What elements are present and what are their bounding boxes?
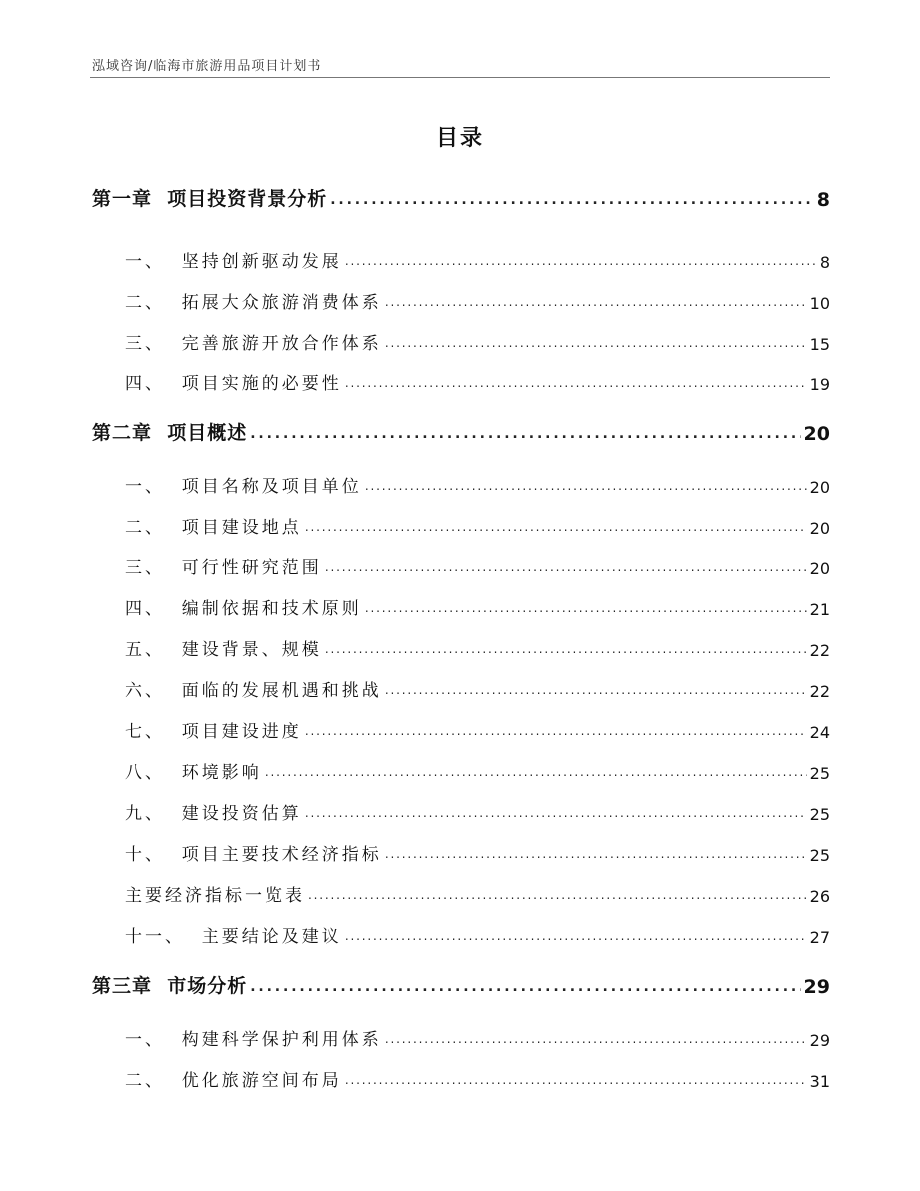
header-divider	[90, 77, 830, 78]
toc-entry-label: 一、 坚持创新驱动发展	[125, 252, 342, 272]
toc-entry-label: 二、 优化旅游空间布局	[125, 1071, 342, 1091]
toc-entry-page: 20	[803, 423, 830, 445]
toc-entry-page: 27	[809, 928, 830, 947]
toc-entry-section[interactable]	[92, 796, 830, 824]
dot-leader	[265, 766, 807, 778]
toc-entry-label: 第三章 市场分析	[92, 975, 248, 997]
toc-entry-label: 四、 项目实施的必要性	[125, 374, 342, 394]
toc-entry-section[interactable]	[92, 1022, 830, 1050]
toc-entry-section[interactable]	[92, 326, 830, 354]
toc-entry-section[interactable]	[92, 550, 830, 578]
toc-entry-chapter[interactable]	[92, 417, 830, 445]
toc-entry-label: 十一、 主要结论及建议	[125, 927, 342, 947]
toc-entry-label: 三、 完善旅游开放合作体系	[125, 334, 382, 354]
dot-leader	[250, 980, 800, 994]
toc-entry-page: 10	[809, 294, 830, 313]
toc-entry-label: 二、 拓展大众旅游消费体系	[125, 293, 382, 313]
toc-entry-page: 25	[809, 805, 830, 824]
toc-entry-label: 十、 项目主要技术经济指标	[125, 845, 382, 865]
running-header: 泓域咨询/临海市旅游用品项目计划书	[92, 59, 322, 74]
toc-entry-page: 20	[809, 559, 830, 578]
toc-entry-section[interactable]	[92, 285, 830, 313]
toc-entry-section[interactable]	[92, 591, 830, 619]
toc-entry-label: 五、 建设背景、规模	[125, 640, 322, 660]
toc-entry-page: 22	[809, 682, 830, 701]
toc-entry-section[interactable]	[92, 632, 830, 660]
toc-entry-label: 七、 项目建设进度	[125, 722, 302, 742]
dot-leader	[365, 480, 807, 492]
dot-leader	[385, 296, 807, 308]
toc-entry-page: 29	[809, 1031, 830, 1050]
toc-entry-section[interactable]	[92, 510, 830, 538]
toc-entry-section[interactable]	[92, 919, 830, 947]
dot-leader	[345, 930, 807, 942]
dot-leader	[385, 848, 807, 860]
toc-entry-label: 第二章 项目概述	[92, 422, 248, 444]
toc-entry-table[interactable]	[92, 878, 830, 906]
toc-entry-label: 九、 建设投资估算	[125, 804, 302, 824]
toc-entry-chapter[interactable]	[92, 970, 830, 998]
toc-entry-label: 六、 面临的发展机遇和挑战	[125, 681, 382, 701]
dot-leader	[385, 684, 807, 696]
toc-entry-section[interactable]	[92, 755, 830, 783]
dot-leader	[308, 889, 807, 901]
toc-entry-label: 一、 构建科学保护利用体系	[125, 1030, 382, 1050]
dot-leader	[325, 561, 807, 573]
toc-entry-page: 26	[809, 887, 830, 906]
toc-entry-page: 24	[809, 723, 830, 742]
dot-leader	[365, 602, 807, 614]
toc-entry-page: 19	[809, 375, 830, 394]
toc-entry-section[interactable]	[92, 244, 830, 272]
toc-entry-page: 20	[809, 478, 830, 497]
toc-entry-label: 四、 编制依据和技术原则	[125, 599, 362, 619]
toc-entry-page: 8	[819, 253, 830, 272]
dot-leader	[305, 725, 807, 737]
dot-leader	[330, 193, 814, 207]
toc-entry-page: 15	[809, 335, 830, 354]
toc-entry-section[interactable]	[92, 1063, 830, 1091]
dot-leader	[385, 1033, 807, 1045]
dot-leader	[385, 337, 807, 349]
toc-entry-page: 21	[809, 600, 830, 619]
toc-entry-label: 二、 项目建设地点	[125, 518, 302, 538]
toc-entry-section[interactable]	[92, 469, 830, 497]
toc-entry-page: 31	[809, 1072, 830, 1091]
dot-leader	[345, 1074, 807, 1086]
toc-entry-page: 22	[809, 641, 830, 660]
dot-leader	[305, 807, 807, 819]
dot-leader	[325, 643, 807, 655]
toc-entry-page: 8	[816, 189, 830, 211]
toc-entry-section[interactable]	[92, 366, 830, 394]
toc-entry-chapter[interactable]	[92, 183, 830, 211]
toc-entry-label: 主要经济指标一览表	[125, 886, 305, 906]
toc-entry-page: 25	[809, 764, 830, 783]
toc-entry-label: 一、 项目名称及项目单位	[125, 477, 362, 497]
dot-leader	[250, 427, 800, 441]
dot-leader	[345, 255, 817, 267]
toc-entry-page: 25	[809, 846, 830, 865]
toc-entry-section[interactable]	[92, 837, 830, 865]
toc-entry-page: 29	[803, 976, 830, 998]
toc-entry-label: 第一章 项目投资背景分析	[92, 188, 328, 210]
toc-entry-section[interactable]	[92, 714, 830, 742]
toc-entry-page: 20	[809, 519, 830, 538]
toc-entry-label: 八、 环境影响	[125, 763, 262, 783]
toc-entry-label: 三、 可行性研究范围	[125, 558, 322, 578]
dot-leader	[345, 377, 807, 389]
toc-title: 目录	[435, 126, 484, 151]
dot-leader	[305, 521, 807, 533]
toc-entry-section[interactable]	[92, 673, 830, 701]
